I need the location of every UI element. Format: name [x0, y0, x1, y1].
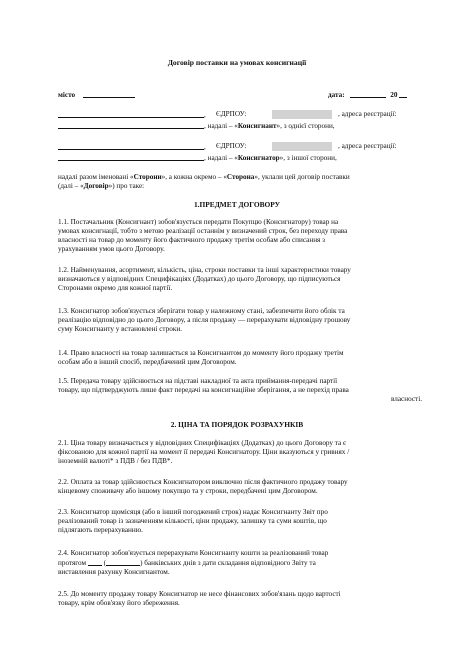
- clause-1-3-line: суму Консигнанту у встановлені строки.: [58, 325, 182, 334]
- intro-side: Сторона: [226, 173, 255, 181]
- clause-1-3-line: 1.3. Консигнатор зобов'язується зберігати товар у належному стані, забезпечити його облік та: [58, 307, 345, 315]
- party2-tail-a: , надалі – «: [204, 154, 238, 162]
- section1-heading: 1.ПРЕДМЕТ ДОГОВОРУ: [193, 200, 281, 209]
- intro-text-b: », а кожна окремо – «: [161, 173, 227, 181]
- clause-1-1-line: урахуванням умов цього Договору.: [58, 245, 165, 254]
- party1-code-label: ЄДРПОУ:: [216, 110, 247, 118]
- intro-line1: [58, 173, 422, 182]
- clause-1-4-line: особам або в інший спосіб, передбачений цим Договором.: [58, 358, 237, 367]
- party1-name-blank[interactable]: [58, 110, 204, 118]
- date-label: дата:: [328, 91, 345, 99]
- clause-2-3: [58, 508, 422, 535]
- clause-1-5-line: 1.5. Передача товару здійснюється на підставі накладної та акта приймання-передачі партії: [58, 377, 338, 385]
- intro-text-d: (далі – «: [58, 182, 84, 190]
- date-blank[interactable]: [350, 90, 386, 98]
- clause-2-4-line: [58, 558, 422, 568]
- clause-2-3-line: підлягають перерахуванню.: [58, 526, 143, 535]
- clause-2-2: [58, 478, 422, 496]
- clause-2-1-line: фіксованою для кожної партії на момент її передачі Консигнатору. Ціни вказуються у гривнях /: [58, 448, 350, 457]
- clause-1-4-line: 1.4. Право власності на товар залишається за Консигнантом до моменту його продажу третім: [58, 349, 344, 357]
- clause-2-3-line: 2.3. Консигнатор щомісяця (або в інший погоджений строк) надає Консигнанту Звіт про: [58, 508, 328, 516]
- party2-name-blank[interactable]: [58, 142, 204, 150]
- clause-1-2-line: 1.2. Найменування, асортимент, кількість, ціна, строки поставки та інші характеристики товару: [58, 266, 351, 274]
- clause-1-5-line: власності.: [390, 395, 422, 404]
- intro-sides: Сторони: [133, 173, 162, 181]
- party1-tail-a: , надалі – «: [204, 122, 238, 130]
- party1-addr-label: , адреса реєстрації:: [338, 110, 397, 118]
- clause-2-4-rest: ) банківських днів з дати складання відповідного Звіту та: [140, 559, 316, 568]
- clause-1-4: [58, 349, 422, 367]
- party1-addr-blank[interactable]: [58, 121, 204, 129]
- party2-addr-label: , адреса реєстрації:: [338, 142, 397, 150]
- party1-role: Консигнант: [237, 122, 277, 130]
- clause-2-4-line: 2.4. Консигнатор зобов'язується перерахувати Консигнанту кошти за реалізований товар: [58, 549, 329, 557]
- clause-2-1-line: 2.1. Ціна товару визначається у відповідних Специфікаціях (Додатках) до цього Договору та є: [58, 439, 347, 447]
- clause-2-3-line: реалізований товар із зазначенням кількості, ціни продажу, залишку та суми коштів, що: [58, 517, 327, 526]
- clause-2-4-within: протягом: [58, 559, 87, 568]
- clause-1-5-line: товару, що підтверджують лише факт передачі на консигнаційне зберігання, а не перехід права: [58, 386, 349, 395]
- party2-code-field[interactable]: [272, 142, 332, 151]
- party1-code-field[interactable]: [272, 110, 332, 119]
- clause-1-1: [58, 218, 422, 254]
- clause-2-4-line: виставлення рахунку Консигнантом.: [58, 568, 170, 577]
- date-group: [328, 90, 407, 100]
- clause-1-2-line: Сторонами окремо для кожної партії.: [58, 284, 173, 293]
- clause-2-1-line: іноземній валюті* з ПДВ / без ПДВ*.: [58, 457, 173, 466]
- clause-2-4-paren: (: [103, 559, 107, 568]
- clause-2-2-line: 2.2. Оплата за товар здійснюється Консигнатором виключно після фактичного продажу товару: [58, 478, 348, 486]
- party1-tail-b: », з однієї сторони,: [276, 122, 335, 130]
- city-blank[interactable]: [83, 90, 135, 98]
- clause-2-5-line: 2.5. До моменту продажу товару Консигнатор не несе фінансових зобов'язань щодо вартості: [58, 590, 341, 598]
- clause-2-5: [58, 590, 422, 608]
- days-words-blank[interactable]: [103, 558, 140, 568]
- clause-2-2-line: кінцевому споживачу або іншому покупцю та у строки, передбачені цим Договором.: [58, 487, 318, 496]
- city-label: місто: [58, 91, 76, 99]
- clause-2-5-line: товару, крім обов'язку його збереження.: [58, 599, 180, 608]
- clause-1-3: [58, 307, 422, 334]
- party1-line1: , ЄДРПОУ: , адреса реєстрації:: [58, 110, 422, 120]
- party1-line2: [58, 121, 422, 131]
- days-number-blank[interactable]: [88, 558, 102, 566]
- party2-line1: , ЄДРПОУ: , адреса реєстрації:: [58, 142, 422, 152]
- clause-2-4: [58, 549, 422, 577]
- clause-1-1-line: умовах консигнації, тобто з метою реалізації останнім у визначений строк, без переходу права: [58, 227, 348, 236]
- document-title: Договір поставки на умовах консигнації: [167, 58, 307, 67]
- section2-heading: 2. ЦІНА ТА ПОРЯДОК РОЗРАХУНКІВ: [170, 420, 304, 429]
- clause-2-1: [58, 439, 422, 466]
- intro-contract: Договір: [83, 182, 109, 190]
- party2-code-label: ЄДРПОУ:: [216, 142, 247, 150]
- clause-1-3-line: реалізацію відповідно до цього Договору, а після продажу — перерахувати відповідну грошову: [58, 316, 351, 325]
- party2-tail-b: », з іншої сторони,: [279, 154, 337, 162]
- intro-line2: [58, 182, 422, 191]
- date-year: 20: [390, 91, 398, 99]
- clause-1-2-line: визначаються у відповідних Специфікаціях (Додатках) до цього Договору, що підписуються: [58, 275, 341, 284]
- party2-addr-blank[interactable]: [58, 153, 204, 161]
- intro-text-e: ») про таке:: [108, 182, 145, 190]
- clause-1-2: [58, 266, 422, 293]
- intro-text-a: надалі разом іменовані «: [58, 173, 134, 181]
- clause-1-1-line: власності на товар до моменту його фактичного продажу третім особам або списання з: [58, 236, 325, 245]
- party2-line2: [58, 153, 422, 163]
- year-blank[interactable]: [399, 90, 407, 98]
- clause-1-1-line: 1.1. Постачальник (Консигнант) зобов'язується передати Покупцю (Консигнатору) товар на: [58, 218, 339, 226]
- intro-text-c: », уклали цей договір поставки: [254, 173, 350, 181]
- city-date-row: [58, 90, 422, 100]
- party2-role: Консигнатор: [237, 154, 280, 162]
- clause-1-5: [58, 377, 422, 404]
